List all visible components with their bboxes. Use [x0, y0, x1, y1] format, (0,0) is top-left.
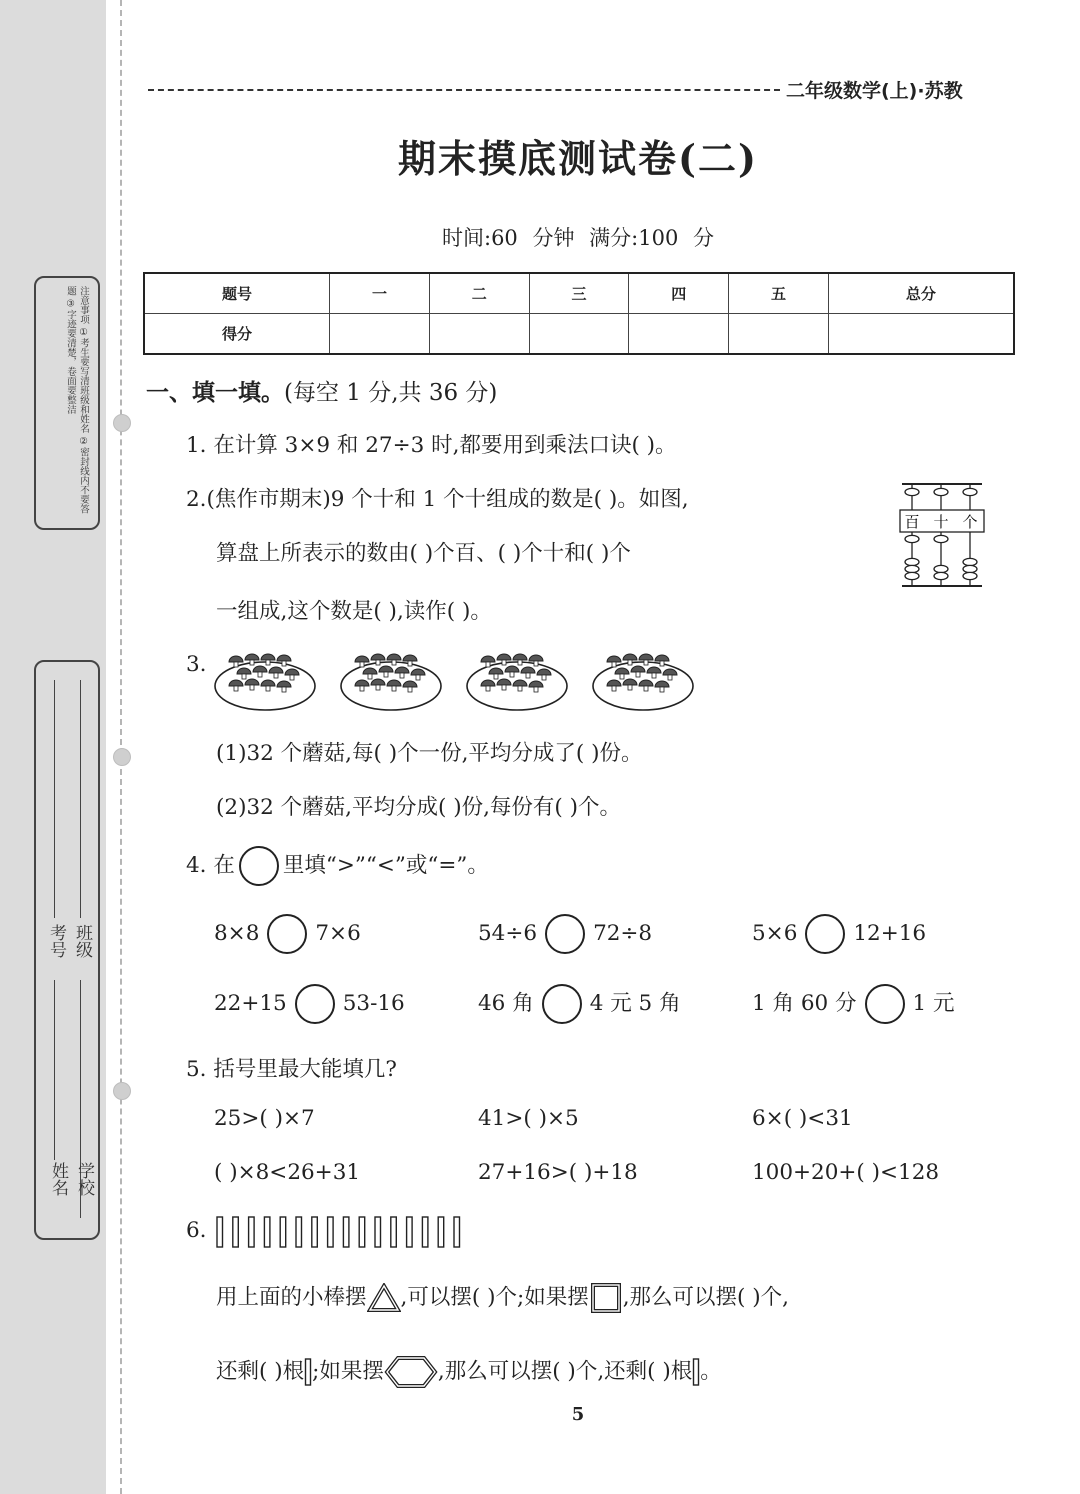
score-table — [143, 272, 1015, 355]
hexagon-icon — [384, 1355, 438, 1389]
compare-item — [478, 914, 652, 954]
compare-left: 1 角 60 分 — [752, 991, 857, 1016]
stick — [407, 1217, 413, 1247]
question-5: 5. 括号里最大能填几? — [186, 1057, 397, 1082]
compare-left: 54÷6 — [478, 921, 538, 946]
abacus-label-hundreds: 百 — [904, 513, 920, 531]
compare-left: 5×6 — [752, 921, 798, 946]
q6-text: ;如果摆 — [312, 1359, 384, 1384]
fill-item: 6×( )<31 — [752, 1106, 853, 1131]
name-label: 姓名 — [48, 1162, 68, 1196]
stick — [375, 1217, 381, 1247]
q6-text: 用上面的小棒摆 — [216, 1285, 367, 1310]
score-value-row — [144, 314, 1014, 355]
stick — [454, 1217, 460, 1247]
stick — [438, 1217, 444, 1247]
notes-text: 注意事项 ①考生要写清班级和姓名 ②密封线内不要答题 ③字迹要清楚，卷面要整洁 — [65, 286, 89, 514]
class-label: 班级 — [72, 924, 92, 958]
question-6-line2 — [216, 1354, 722, 1389]
score-input-cell[interactable] — [330, 314, 430, 355]
square-icon — [589, 1281, 623, 1315]
compare-right: 1 元 — [912, 991, 955, 1016]
compare-circle[interactable] — [267, 914, 307, 954]
fill-item: 25>( )×7 — [214, 1106, 315, 1131]
info-column-right — [68, 662, 92, 1238]
section-heading — [146, 374, 497, 407]
compare-item — [752, 914, 926, 954]
table-cell: 一 — [330, 273, 430, 314]
mushroom-plate — [215, 654, 315, 710]
compare-right: 7×6 — [315, 921, 361, 946]
compare-right: 4 元 5 角 — [589, 991, 681, 1016]
compare-item — [478, 984, 681, 1024]
section-points: (每空 1 分,共 36 分) — [284, 380, 498, 406]
question-6-line1 — [216, 1280, 789, 1315]
section-title: 一、填一填。 — [146, 380, 284, 406]
question-3-part1: (1)32 个蘑菇,每( )个一份,平均分成了( )份。 — [216, 741, 643, 766]
stick — [296, 1217, 302, 1247]
exam-no-label: 考号 — [46, 924, 66, 958]
q6-text: ,那么可以摆( )个, — [622, 1285, 789, 1310]
compare-left: 46 角 — [478, 991, 534, 1016]
q6-text: 还剩( )根 — [216, 1359, 305, 1384]
fill-item: 41>( )×5 — [478, 1106, 579, 1131]
table-cell: 得分 — [144, 314, 330, 355]
exam-no-line — [54, 680, 55, 918]
stick — [422, 1217, 428, 1247]
table-cell: 四 — [629, 273, 729, 314]
score-input-cell[interactable] — [529, 314, 629, 355]
score-header-row — [144, 273, 1014, 314]
question-1: 1. 在计算 3×9 和 27÷3 时,都要用到乘法口诀( )。 — [186, 433, 677, 458]
compare-right: 72÷8 — [593, 921, 653, 946]
binding-hole — [113, 748, 131, 766]
question-6-number: 6. — [186, 1218, 207, 1243]
score-input-cell[interactable] — [828, 314, 1014, 355]
question-4-suffix: 里填“>”“<”或“=”。 — [282, 853, 489, 878]
page-number: 5 — [571, 1404, 585, 1425]
stick — [391, 1217, 397, 1247]
question-4-prefix: 4. 在 — [186, 853, 235, 878]
stick — [249, 1217, 255, 1247]
stick — [328, 1217, 334, 1247]
mushroom-plate — [467, 654, 567, 710]
binding-hole — [113, 1082, 131, 1100]
score-input-cell[interactable] — [429, 314, 529, 355]
sticks-figure — [214, 1214, 470, 1250]
question-3-number: 3. — [186, 652, 207, 677]
page-title: 期末摸底测试卷(二) — [398, 136, 758, 181]
info-column-left — [42, 662, 66, 1238]
compare-item — [214, 984, 405, 1024]
q6-text: ,可以摆( )个;如果摆 — [400, 1285, 589, 1310]
school-label: 学校 — [74, 1162, 94, 1196]
mushroom-plate — [593, 654, 693, 710]
question-2-line2: 算盘上所表示的数由( )个百、( )个十和( )个 — [216, 541, 631, 566]
stick — [217, 1217, 223, 1247]
stick — [264, 1217, 270, 1247]
triangle-icon — [367, 1283, 401, 1313]
question-3-part2: (2)32 个蘑菇,平均分成( )份,每份有( )个。 — [216, 795, 622, 820]
binding-hole — [113, 414, 131, 432]
compare-left: 22+15 — [214, 991, 287, 1016]
q6-text: 。 — [700, 1359, 722, 1384]
abacus-figure — [896, 478, 988, 592]
score-input-cell[interactable] — [729, 314, 829, 355]
series-label: 二年级数学(上)·苏教 — [786, 80, 963, 102]
mushroom-plates-figure — [212, 650, 702, 712]
abacus-label-ones: 个 — [962, 513, 978, 531]
stick — [343, 1217, 349, 1247]
circle-blank-icon — [239, 846, 279, 886]
abacus-label-tens: 十 — [933, 513, 949, 531]
question-2-line1: 2.(焦作市期末)9 个十和 1 个十组成的数是( )。如图, — [186, 487, 689, 512]
score-input-cell[interactable] — [629, 314, 729, 355]
fill-item: 100+20+( )<128 — [752, 1160, 940, 1185]
compare-circle[interactable] — [295, 984, 335, 1024]
table-cell: 三 — [529, 273, 629, 314]
student-info-box — [34, 660, 100, 1240]
header-dash-line — [148, 89, 780, 91]
compare-circle[interactable] — [805, 914, 845, 954]
table-cell: 总分 — [828, 273, 1014, 314]
question-2-line3: 一组成,这个数是( ),读作( )。 — [216, 599, 492, 624]
stick — [233, 1217, 239, 1247]
fill-item: ( )×8<26+31 — [214, 1160, 361, 1185]
stick — [359, 1217, 365, 1247]
compare-right: 53-16 — [342, 991, 405, 1016]
stick-icon — [304, 1357, 312, 1387]
fill-item: 27+16>( )+18 — [478, 1160, 638, 1185]
stick — [312, 1217, 318, 1247]
compare-circle[interactable] — [545, 914, 585, 954]
table-cell: 五 — [729, 273, 829, 314]
time-info: 时间:60 分钟 满分:100 分 — [442, 226, 714, 250]
mushroom-plate — [341, 654, 441, 710]
compare-item — [752, 984, 955, 1024]
compare-circle[interactable] — [865, 984, 905, 1024]
class-line — [80, 680, 81, 918]
name-line — [54, 980, 55, 1160]
compare-item — [214, 914, 361, 954]
stick — [280, 1217, 286, 1247]
compare-right: 12+16 — [853, 921, 927, 946]
q6-text: ,那么可以摆( )个,还剩( )根 — [437, 1359, 693, 1384]
notes-box — [34, 276, 100, 530]
compare-left: 8×8 — [214, 921, 260, 946]
table-cell: 题号 — [144, 273, 330, 314]
question-4 — [186, 846, 489, 886]
compare-circle[interactable] — [542, 984, 582, 1024]
table-cell: 二 — [429, 273, 529, 314]
